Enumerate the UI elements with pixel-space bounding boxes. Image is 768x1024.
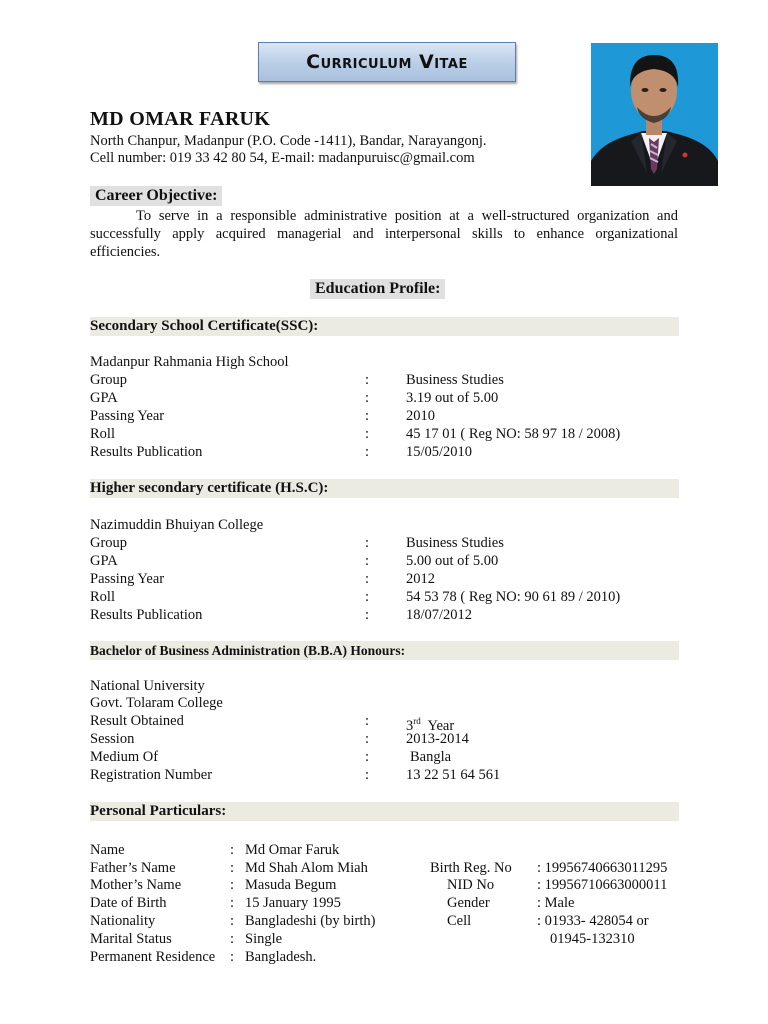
field-label: Session xyxy=(90,731,135,747)
personal-row-name xyxy=(90,841,690,859)
hsc-row-year xyxy=(90,570,690,588)
field-label: Registration Number xyxy=(90,767,213,783)
separator: : xyxy=(230,949,235,965)
field-label: Permanent Residence xyxy=(90,949,216,965)
result-ordinal: rd xyxy=(413,716,421,726)
separator: : xyxy=(365,749,370,765)
bba-college xyxy=(90,694,690,712)
separator: : xyxy=(230,913,235,929)
separator: : xyxy=(365,408,370,424)
bba-heading: Bachelor of Business Administration (B.B.A) Honours: xyxy=(90,641,679,660)
field-value: Bangladesh. xyxy=(245,949,317,965)
separator: : xyxy=(365,444,370,460)
field-value: : Male xyxy=(537,895,575,911)
institution-name: Madanpur Rahmania High School xyxy=(90,354,289,370)
field-value: 15 January 1995 xyxy=(245,895,341,911)
field-label: GPA xyxy=(90,553,118,569)
field-label: Results Publication xyxy=(90,607,203,623)
field-value: 2010 xyxy=(406,408,435,424)
personal-row-marital xyxy=(90,930,690,948)
separator: : xyxy=(365,553,370,569)
bba-university xyxy=(90,677,690,695)
ssc-institution xyxy=(90,353,690,371)
field-label: Roll xyxy=(90,426,115,442)
field-value: Masuda Begum xyxy=(245,877,337,893)
ssc-row-group xyxy=(90,371,690,389)
separator: : xyxy=(230,842,235,858)
field-label: Birth Reg. No xyxy=(430,860,512,876)
separator: : xyxy=(365,390,370,406)
field-label: Group xyxy=(90,535,128,551)
separator: : xyxy=(230,860,235,876)
separator: : xyxy=(365,589,370,605)
field-label: Passing Year xyxy=(90,571,165,587)
separator: : xyxy=(365,426,370,442)
field-value: Md Omar Faruk xyxy=(245,842,340,858)
field-label: Gender xyxy=(447,895,490,911)
field-value: : 01933- 428054 or xyxy=(537,913,649,929)
field-value: 15/05/2010 xyxy=(406,444,473,460)
college-name: Govt. Tolaram College xyxy=(90,695,223,711)
separator: : xyxy=(365,607,370,623)
field-label: Nationality xyxy=(90,913,156,929)
ssc-heading: Secondary School Certificate(SSC): xyxy=(90,317,679,336)
field-value: Business Studies xyxy=(406,372,504,388)
separator: : xyxy=(365,535,370,551)
separator: : xyxy=(230,931,235,947)
separator: : xyxy=(365,767,370,783)
personal-row-mother xyxy=(90,876,690,894)
field-value: 2012 xyxy=(406,571,435,587)
profile-photo xyxy=(591,43,718,186)
document-title: Curriculum Vitae xyxy=(258,42,516,82)
hsc-row-gpa xyxy=(90,552,690,570)
field-label: Cell xyxy=(447,913,472,929)
personal-row-dob xyxy=(90,894,690,912)
ssc-row-roll xyxy=(90,425,690,443)
portrait-image xyxy=(591,43,718,186)
field-value: Single xyxy=(245,931,283,947)
field-value: 3.19 out of 5.00 xyxy=(406,390,499,406)
field-value: 01945-132310 xyxy=(550,931,635,947)
hsc-heading: Higher secondary certificate (H.S.C): xyxy=(90,479,679,498)
field-label: Medium Of xyxy=(90,749,159,765)
field-value: Bangla xyxy=(410,749,452,765)
ssc-row-gpa xyxy=(90,389,690,407)
field-value: 13 22 51 64 561 xyxy=(406,767,501,783)
field-value: Md Shah Alom Miah xyxy=(245,860,368,876)
separator: : xyxy=(230,895,235,911)
career-objective-text: To serve in a responsible administrative position at a well-structured organization and successfully apply acquired managerial and interpersonal skills to enhance organizational efficiencies. xyxy=(90,208,678,260)
institution-name: Nazimuddin Bhuiyan College xyxy=(90,517,264,533)
field-value: 45 17 01 ( Reg NO: 58 97 18 / 2008) xyxy=(406,426,621,442)
separator: : xyxy=(365,713,370,729)
field-value: Business Studies xyxy=(406,535,504,551)
bba-row-result xyxy=(90,712,690,734)
field-label: Marital Status xyxy=(90,931,172,947)
contact-line: Cell number: 019 33 42 80 54, E-mail: madanpuruisc@gmail.com xyxy=(90,150,475,166)
field-value: : 19956740663011295 xyxy=(537,860,668,876)
hsc-row-roll xyxy=(90,588,690,606)
field-label: Group xyxy=(90,372,128,388)
candidate-name: MD OMAR FARUK xyxy=(90,108,271,130)
field-label: Results Publication xyxy=(90,444,203,460)
field-label: Name xyxy=(90,842,125,858)
ssc-row-results xyxy=(90,443,690,461)
result-number: 3 xyxy=(406,717,414,734)
career-objective-heading: Career Objective: xyxy=(90,186,222,206)
field-value: 18/07/2012 xyxy=(406,607,473,623)
field-value: 5.00 out of 5.00 xyxy=(406,553,499,569)
field-label: Roll xyxy=(90,589,115,605)
bba-row-session xyxy=(90,730,690,748)
hsc-institution xyxy=(90,516,690,534)
personal-row-nationality xyxy=(90,912,690,930)
ssc-row-year xyxy=(90,407,690,425)
field-label: Passing Year xyxy=(90,408,165,424)
field-value: 54 53 78 ( Reg NO: 90 61 89 / 2010) xyxy=(406,589,621,605)
field-label: NID No xyxy=(447,877,495,893)
field-label: Mother’s Name xyxy=(90,877,182,893)
personal-heading: Personal Particulars: xyxy=(90,802,679,821)
field-value: 2013-2014 xyxy=(406,731,469,747)
bba-row-medium xyxy=(90,748,690,766)
hsc-row-group xyxy=(90,534,690,552)
university-name: National University xyxy=(90,678,205,694)
field-label: GPA xyxy=(90,390,118,406)
separator: : xyxy=(365,372,370,388)
field-label: Date of Birth xyxy=(90,895,167,911)
separator: : xyxy=(230,877,235,893)
field-value: Bangladeshi (by birth) xyxy=(245,913,376,929)
address-line: North Chanpur, Madanpur (P.O. Code -1411), Bandar, Narayangonj. xyxy=(90,133,487,149)
separator: : xyxy=(365,731,370,747)
field-label: Result Obtained xyxy=(90,713,184,729)
separator: : xyxy=(365,571,370,587)
result-word: Year xyxy=(427,717,455,734)
bba-row-registration xyxy=(90,766,690,784)
field-value: : 19956710663000011 xyxy=(537,877,668,893)
field-label: Father’s Name xyxy=(90,860,176,876)
personal-row-father xyxy=(90,859,690,877)
education-heading: Education Profile: xyxy=(310,279,445,299)
hsc-row-results xyxy=(90,606,690,624)
personal-row-residence xyxy=(90,948,690,966)
